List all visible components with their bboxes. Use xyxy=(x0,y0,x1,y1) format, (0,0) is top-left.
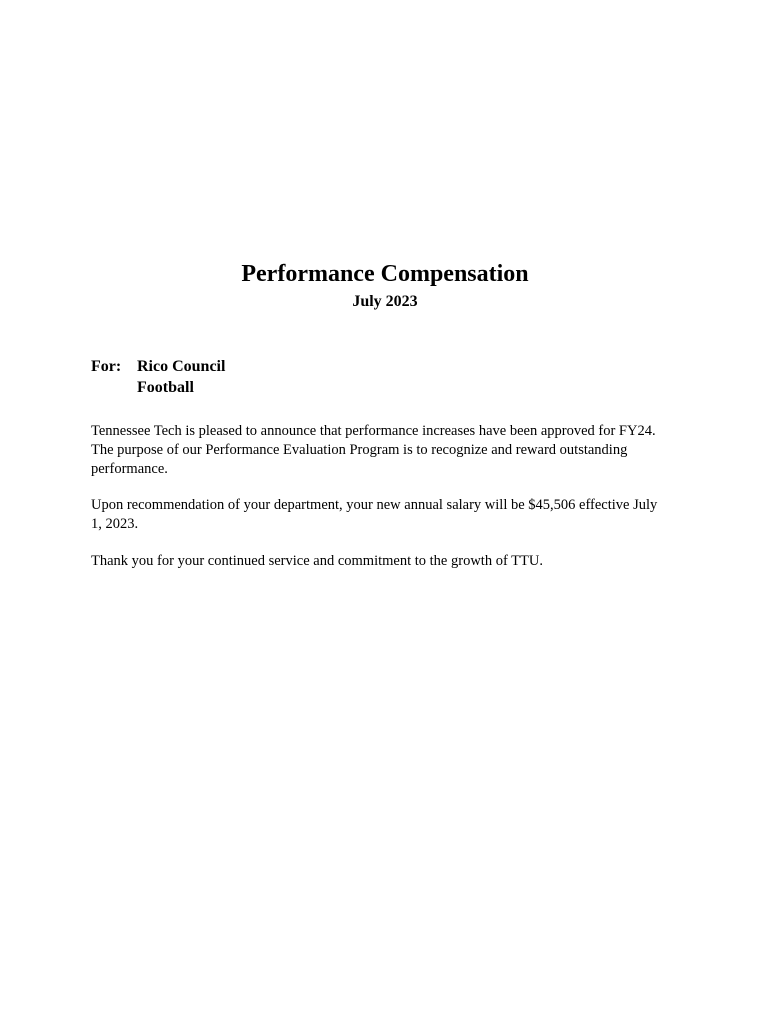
paragraph-thanks: Thank you for your continued service and commitment to the growth of TTU. xyxy=(91,553,543,569)
paragraph-salary: Upon recommendation of your department, your new annual salary will be $45,506 effective July 1, 2023. xyxy=(91,497,658,532)
page-title: Performance Compensation xyxy=(241,261,529,287)
recipient-block xyxy=(91,356,225,398)
recipient-department: Football xyxy=(137,379,194,396)
recipient-name: Rico Council xyxy=(137,358,226,375)
document-date: July 2023 xyxy=(352,293,418,310)
for-label: For: xyxy=(91,358,122,375)
paragraph-announcement: Tennessee Tech is pleased to announce that performance increases have been approved for FY24. The purpose of our Performance Evaluation Program is to recognize and reward outstanding performance. xyxy=(91,423,656,477)
